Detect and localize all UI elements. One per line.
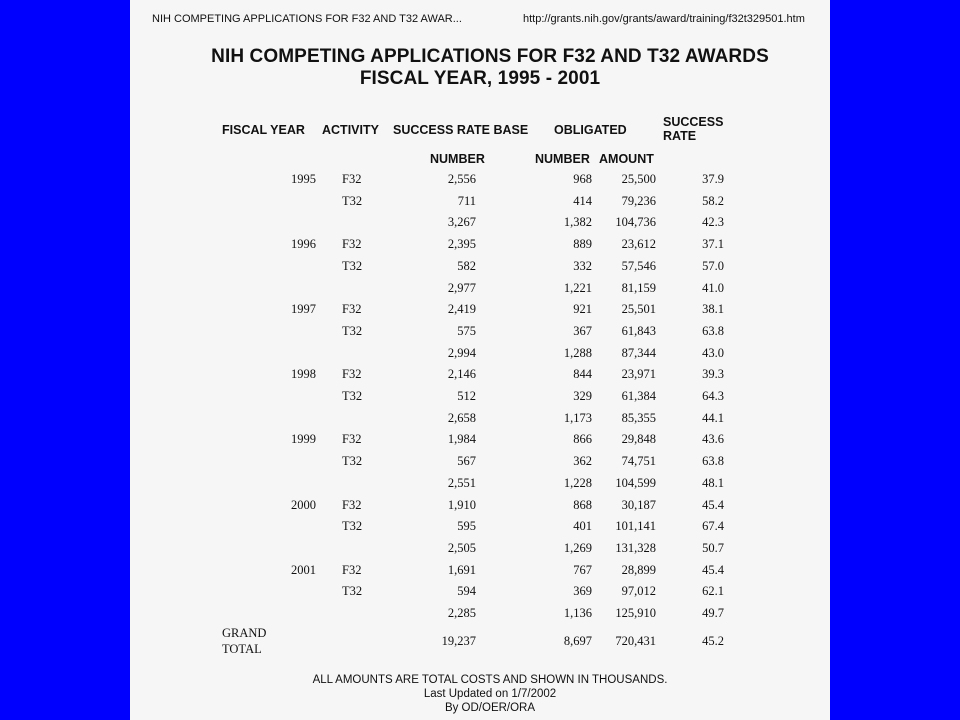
grand-total-rate: 45.2 <box>702 634 724 648</box>
cell-obligated-amount: 104,599 <box>615 475 656 490</box>
cell-activity <box>342 540 382 556</box>
cell-success-rate-base: 1,984 <box>447 432 476 447</box>
document-page <box>130 0 830 720</box>
cell-activity: F32 <box>342 172 362 186</box>
cell-success-rate: 37.9 <box>702 172 724 186</box>
cell-activity: F32 <box>342 367 362 382</box>
cell-activity <box>342 345 382 361</box>
cell-fiscal-year: 1999 <box>291 432 316 447</box>
cell-success-rate: 43.6 <box>702 432 724 447</box>
cell-success-rate: 63.8 <box>702 323 724 338</box>
cell-obligated-amount: 87,344 <box>621 345 656 360</box>
footer-updated: Last Updated on 1/7/2002 <box>423 688 557 700</box>
cell-success-rate: 38.1 <box>702 302 724 317</box>
cell-activity <box>342 475 382 491</box>
cell-obligated-amount: 97,012 <box>621 584 656 599</box>
cell-success-rate-base: 3,267 <box>447 215 476 230</box>
cell-success-rate-base: 512 <box>457 389 476 403</box>
grand-total-base: 19,237 <box>441 634 476 648</box>
cell-activity <box>342 280 382 296</box>
cell-fiscal-year: 1997 <box>291 302 316 317</box>
cell-activity: T32 <box>342 258 363 273</box>
cell-success-rate-base: 595 <box>457 519 476 534</box>
cell-fiscal-year: 1998 <box>291 367 316 382</box>
cell-fiscal-year <box>276 214 316 230</box>
cell-success-rate-base: 2,505 <box>447 540 476 555</box>
cell-fiscal-year <box>276 258 316 274</box>
cell-activity <box>342 214 382 230</box>
cell-activity: T32 <box>342 193 363 208</box>
cell-success-rate: 44.1 <box>702 410 724 425</box>
cell-success-rate: 41.0 <box>702 280 724 295</box>
cell-obligated-number: 1,173 <box>563 410 592 425</box>
cell-activity: T32 <box>342 519 363 534</box>
cell-success-rate: 67.4 <box>702 519 724 534</box>
cell-obligated-number: 767 <box>573 562 592 577</box>
cell-obligated-number: 1,269 <box>563 540 592 555</box>
cell-success-rate-base: 711 <box>457 193 476 208</box>
col-header-success-rate-base: SUCCESS RATE BASE <box>393 123 529 137</box>
cell-obligated-number: 362 <box>573 454 592 469</box>
cell-success-rate: 62.1 <box>702 584 724 599</box>
grand-total-label-2: TOTAL <box>222 642 262 656</box>
cell-fiscal-year <box>276 345 316 361</box>
cell-obligated-amount: 30,187 <box>621 497 656 512</box>
cell-obligated-amount: 131,328 <box>615 540 656 555</box>
cell-activity: T32 <box>342 584 363 599</box>
cell-fiscal-year <box>276 453 316 469</box>
cell-obligated-amount: 85,355 <box>621 410 656 425</box>
cell-fiscal-year <box>276 518 316 534</box>
grand-total-label-1: GRAND <box>222 626 267 640</box>
cell-obligated-amount: 29,848 <box>621 432 656 447</box>
cell-obligated-number: 329 <box>573 389 592 403</box>
cell-success-rate-base: 2,419 <box>447 302 476 317</box>
cell-obligated-number: 332 <box>573 258 592 273</box>
cell-obligated-amount: 23,971 <box>621 367 656 382</box>
cell-fiscal-year: 1996 <box>291 237 316 252</box>
cell-success-rate: 63.8 <box>702 454 724 469</box>
cell-success-rate: 58.2 <box>702 193 724 208</box>
cell-activity: T32 <box>342 323 363 338</box>
cell-activity <box>342 410 382 426</box>
col-header-success-2: RATE <box>663 129 697 143</box>
cell-success-rate: 39.3 <box>702 367 724 382</box>
cell-success-rate: 42.3 <box>702 215 724 230</box>
cell-fiscal-year <box>276 410 316 426</box>
cell-success-rate-base: 2,556 <box>447 172 476 186</box>
cell-activity: F32 <box>342 237 362 252</box>
cell-success-rate: 57.0 <box>702 258 724 273</box>
cell-obligated-amount: 61,843 <box>621 323 656 338</box>
page-title: NIH COMPETING APPLICATIONS FOR F32 AND T32 AWARDS <box>211 46 769 67</box>
cell-fiscal-year <box>276 280 316 296</box>
cell-success-rate: 43.0 <box>702 345 724 360</box>
cell-activity: F32 <box>342 432 362 447</box>
cell-activity <box>342 605 382 621</box>
cell-obligated-number: 968 <box>573 172 592 186</box>
col-header-success-1: SUCCESS <box>663 115 724 129</box>
grand-total-ob-number: 8,697 <box>563 634 592 648</box>
cell-obligated-amount: 79,236 <box>621 193 656 208</box>
cell-obligated-amount: 74,751 <box>621 454 656 469</box>
grand-total-ob-amount: 720,431 <box>615 634 656 648</box>
cell-success-rate-base: 2,285 <box>447 606 476 620</box>
cell-obligated-amount: 23,612 <box>621 237 656 252</box>
cell-success-rate-base: 2,551 <box>447 475 476 490</box>
cell-obligated-amount: 28,899 <box>621 562 656 577</box>
cell-obligated-number: 369 <box>573 584 592 599</box>
cell-activity: T32 <box>342 454 363 469</box>
cell-fiscal-year: 2000 <box>291 497 316 512</box>
cell-success-rate: 45.4 <box>702 497 724 512</box>
cell-success-rate-base: 594 <box>457 584 476 599</box>
cell-success-rate-base: 2,146 <box>447 367 476 382</box>
cell-success-rate: 49.7 <box>702 606 724 620</box>
cell-fiscal-year: 1995 <box>291 172 316 186</box>
cell-fiscal-year <box>276 323 316 339</box>
cell-success-rate-base: 567 <box>457 454 476 469</box>
footer-note: ALL AMOUNTS ARE TOTAL COSTS AND SHOWN IN THOUSANDS. <box>312 674 668 686</box>
cell-fiscal-year <box>276 193 316 209</box>
print-header-title: NIH COMPETING APPLICATIONS FOR F32 AND T32 AWAR... <box>152 13 462 25</box>
page-subtitle: FISCAL YEAR, 1995 - 2001 <box>359 68 601 89</box>
cell-obligated-amount: 57,546 <box>621 258 656 273</box>
cell-activity: F32 <box>342 302 362 317</box>
cell-activity: F32 <box>342 562 362 577</box>
cell-obligated-amount: 81,159 <box>621 280 656 295</box>
cell-obligated-amount: 25,501 <box>621 302 656 317</box>
cell-activity: F32 <box>342 497 362 512</box>
cell-success-rate: 37.1 <box>702 237 724 252</box>
cell-obligated-number: 1,228 <box>563 475 592 490</box>
cell-success-rate-base: 1,910 <box>447 497 476 512</box>
cell-obligated-number: 1,382 <box>563 215 592 230</box>
cell-activity: T32 <box>342 389 363 403</box>
cell-success-rate-base: 2,977 <box>447 280 476 295</box>
cell-obligated-number: 414 <box>573 193 592 208</box>
cell-success-rate: 48.1 <box>702 475 724 490</box>
cell-success-rate-base: 2,658 <box>447 410 476 425</box>
cell-obligated-number: 868 <box>573 497 592 512</box>
cell-success-rate: 64.3 <box>702 389 724 403</box>
cell-success-rate-base: 2,994 <box>447 345 476 360</box>
cell-obligated-number: 844 <box>573 367 592 382</box>
cell-fiscal-year <box>276 540 316 556</box>
cell-success-rate: 50.7 <box>702 540 724 555</box>
print-header-url: http://grants.nih.gov/grants/award/training/f32t329501.htm <box>523 13 805 25</box>
cell-fiscal-year: 2001 <box>291 562 316 577</box>
cell-success-rate-base: 1,691 <box>447 562 476 577</box>
cell-obligated-amount: 101,141 <box>615 519 656 534</box>
cell-obligated-number: 1,288 <box>563 345 592 360</box>
col-header-ob-amount: AMOUNT <box>599 152 654 166</box>
col-header-ob-number: NUMBER <box>535 152 590 166</box>
col-header-obligated: OBLIGATED <box>554 123 627 137</box>
cell-obligated-amount: 61,384 <box>621 389 656 403</box>
cell-fiscal-year <box>276 583 316 599</box>
cell-fiscal-year <box>276 388 316 404</box>
cell-obligated-amount: 125,910 <box>615 606 656 620</box>
cell-obligated-number: 1,136 <box>563 606 592 620</box>
cell-obligated-number: 921 <box>573 302 592 317</box>
col-header-fiscal-year: FISCAL YEAR <box>222 123 305 137</box>
cell-obligated-number: 401 <box>573 519 592 534</box>
footer-author: By OD/OER/ORA <box>444 702 536 714</box>
col-header-number: NUMBER <box>430 152 485 166</box>
cell-fiscal-year <box>276 605 316 621</box>
cell-obligated-number: 1,221 <box>563 280 592 295</box>
cell-fiscal-year <box>276 475 316 491</box>
cell-success-rate-base: 575 <box>457 323 476 338</box>
cell-obligated-amount: 25,500 <box>621 172 656 186</box>
cell-success-rate-base: 582 <box>457 258 476 273</box>
cell-success-rate: 45.4 <box>702 562 724 577</box>
col-header-activity: ACTIVITY <box>322 123 379 137</box>
cell-obligated-number: 367 <box>573 323 592 338</box>
cell-obligated-amount: 104,736 <box>615 215 656 230</box>
cell-obligated-number: 889 <box>573 237 592 252</box>
cell-obligated-number: 866 <box>573 432 592 447</box>
cell-success-rate-base: 2,395 <box>447 237 476 252</box>
